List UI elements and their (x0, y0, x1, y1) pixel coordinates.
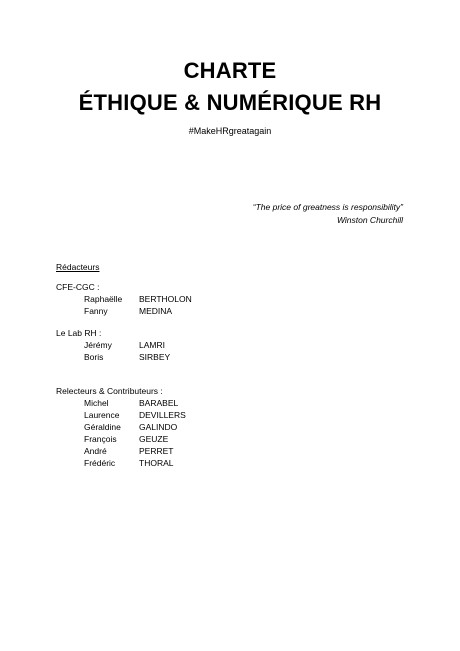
person-first-name: Michel (84, 398, 109, 408)
quote-author: Winston Churchill (336, 215, 403, 225)
person-last-name: SIRBEY (139, 352, 171, 362)
person-first-name: François (84, 434, 117, 444)
person-last-name: MEDINA (139, 306, 173, 316)
person-first-name: Raphaëlle (84, 294, 123, 304)
person-last-name: GEUZE (139, 434, 169, 444)
hashtag: #MakeHRgreatagain (188, 126, 272, 136)
page-title-line-1: CHARTE (183, 58, 277, 83)
person-last-name: DEVILLERS (139, 410, 186, 420)
person-first-name: Frédéric (84, 458, 116, 468)
person-last-name: BERTHOLON (139, 294, 192, 304)
person-last-name: BARABEL (139, 398, 179, 408)
redacteurs-heading: Rédacteurs (56, 262, 100, 272)
quote-text: “The price of greatness is responsibility” (252, 202, 403, 212)
group-label-le-lab-rh: Le Lab RH : (56, 328, 102, 338)
person-first-name: Boris (84, 352, 104, 362)
person-first-name: Géraldine (84, 422, 121, 432)
person-last-name: GALINDO (139, 422, 178, 432)
person-first-name: Jérémy (84, 340, 112, 350)
person-first-name: Laurence (84, 410, 120, 420)
person-first-name: Fanny (84, 306, 108, 316)
page-title-line-2: ÉTHIQUE & NUMÉRIQUE RH (78, 90, 382, 115)
person-last-name: LAMRI (139, 340, 165, 350)
person-last-name: THORAL (139, 458, 174, 468)
person-first-name: André (84, 446, 107, 456)
group-label-cfe-cgc: CFE-CGC : (56, 282, 100, 292)
person-last-name: PERRET (139, 446, 174, 456)
group-label-relecteurs: Relecteurs & Contributeurs : (56, 386, 163, 396)
